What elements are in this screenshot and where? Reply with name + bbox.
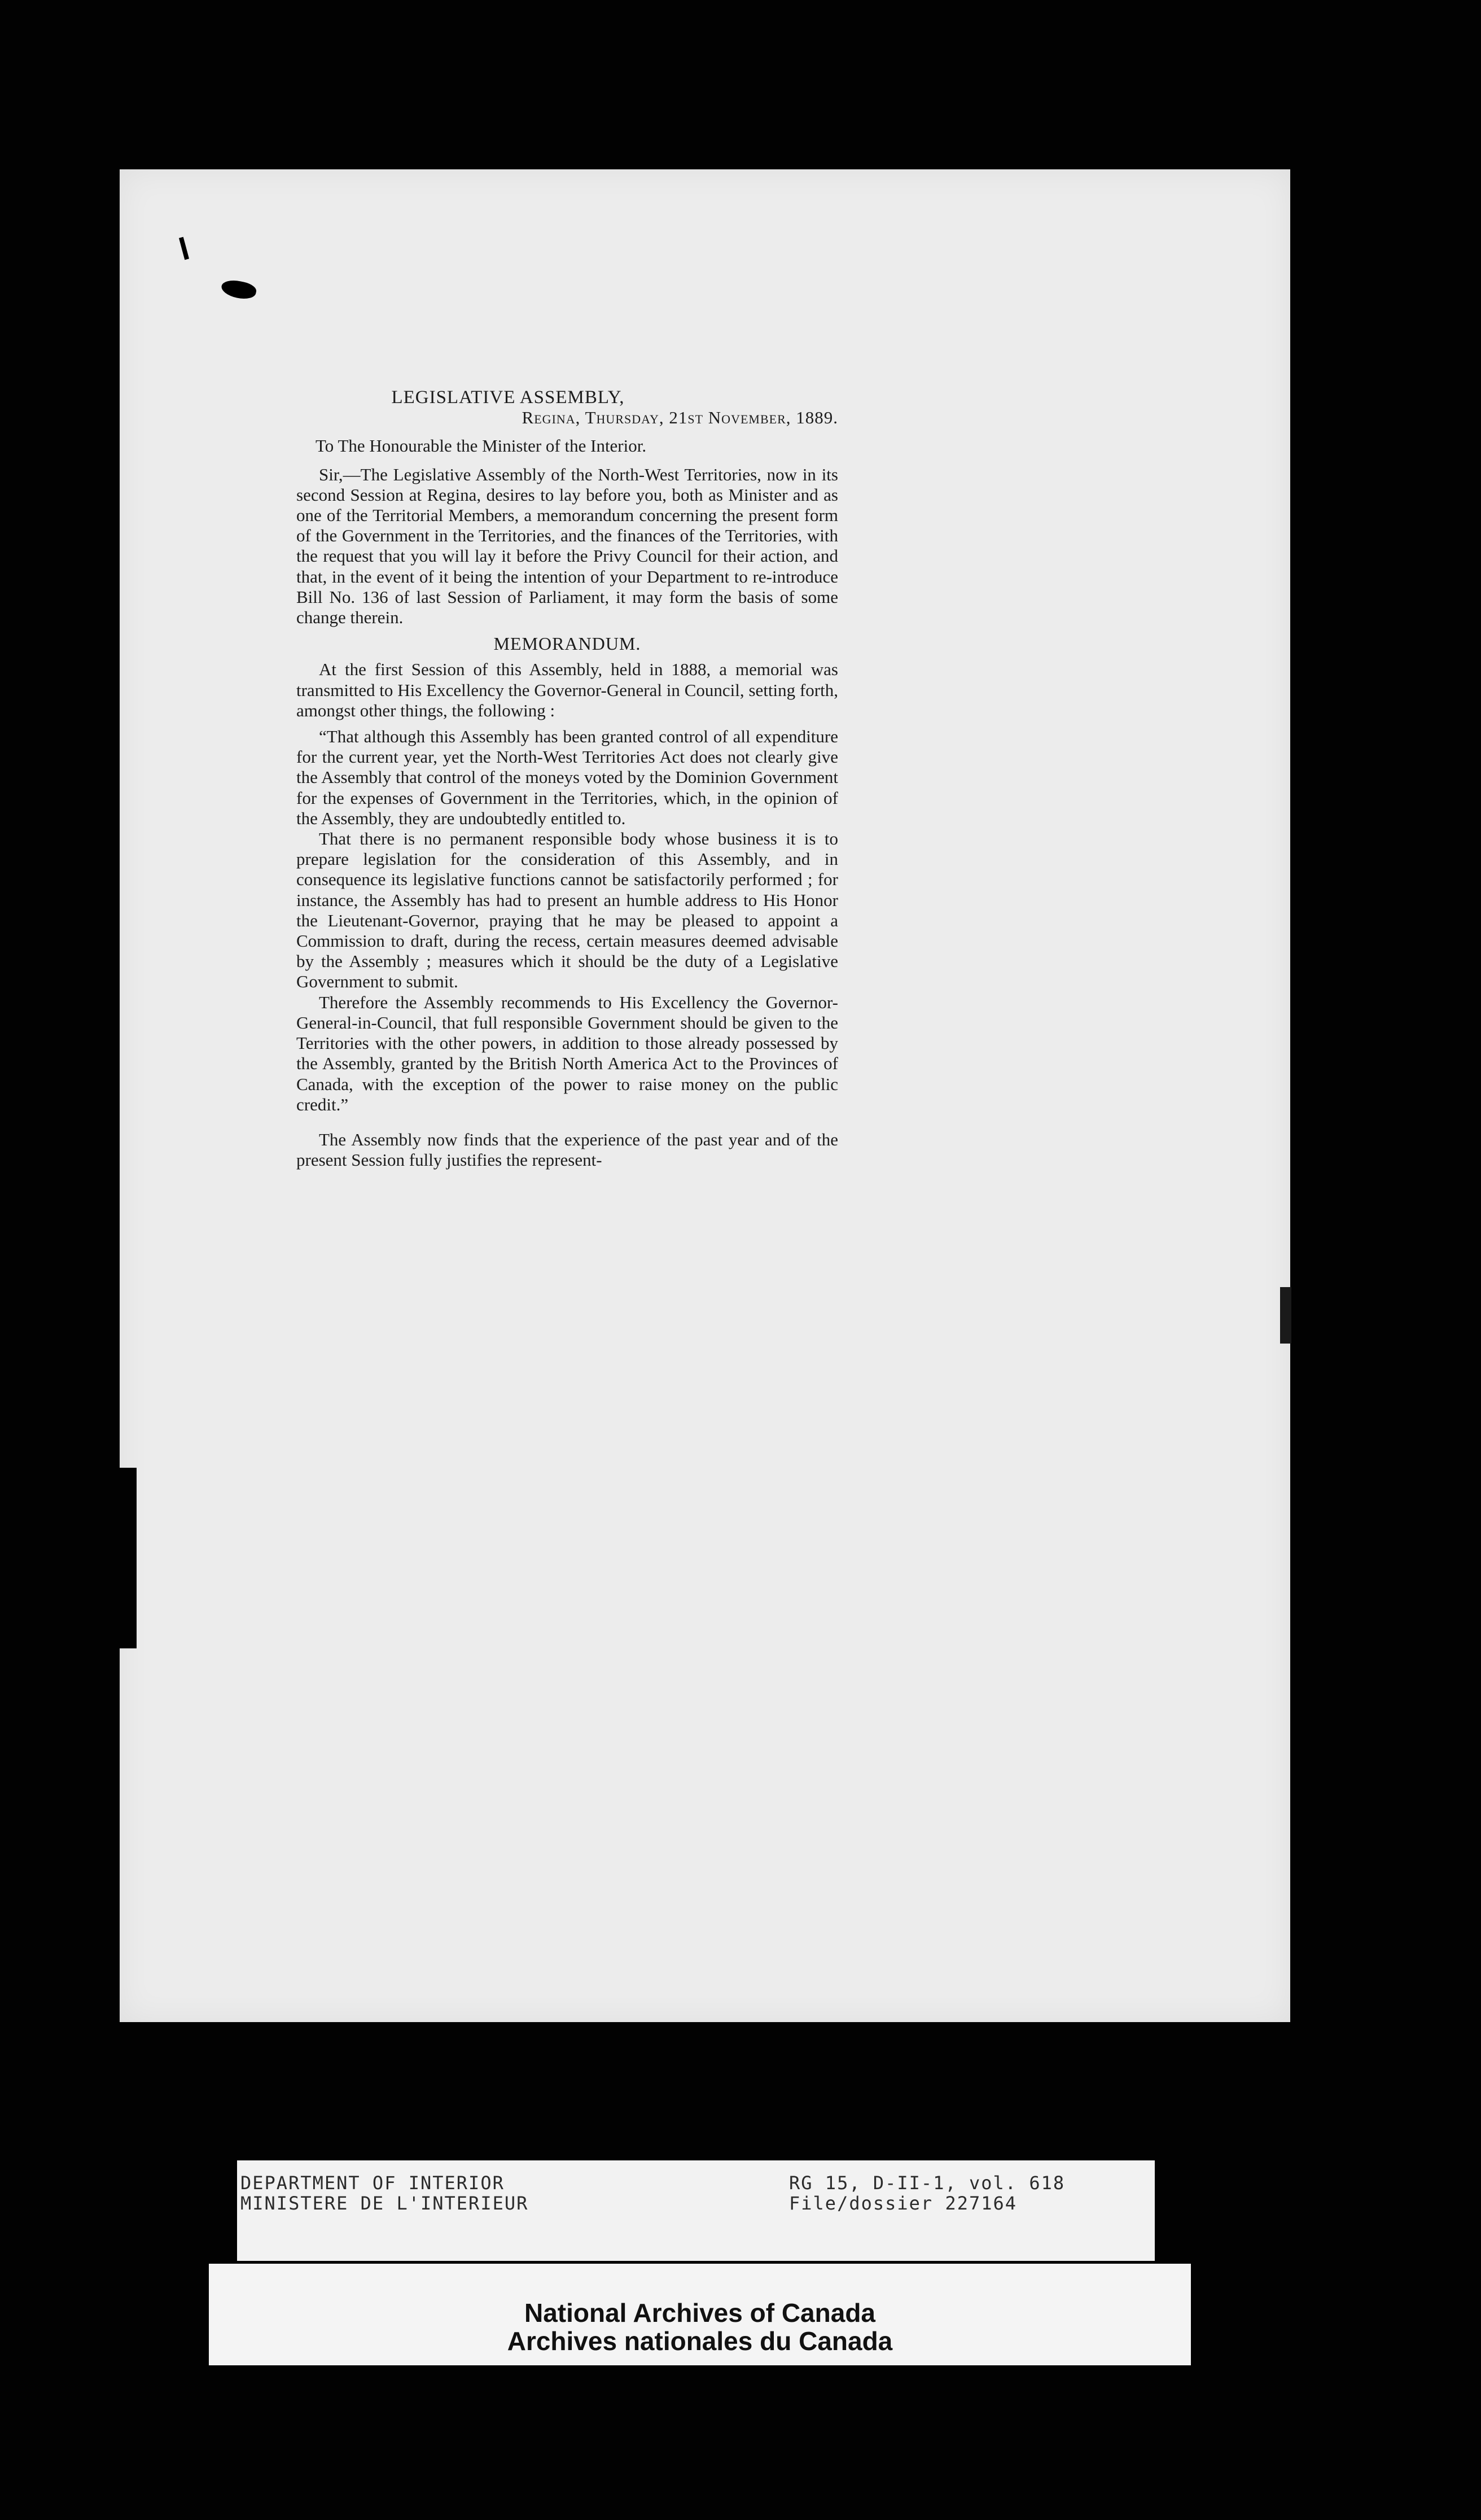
archive-label: [209, 2264, 1191, 2365]
body-paragraph: The Assembly now finds that the experience of the past year and of the present Session fully justifies the represent-: [296, 1129, 838, 1170]
dateline: Regina, Thursday, 21st November, 1889.: [522, 408, 838, 428]
record-group-volume: RG 15, D-II-1, vol. 618: [789, 2172, 1066, 2194]
quoted-paragraph: That there is no permanent responsible body whose business it is to prepare legislation for the consideration of this Assembly, and in consequence its legislative functions cannot be satisfactorily performed ; for instance, the Assembly has had to present an humble address to His Honor the Lieutenant-Governor, praying that he may be pleased to appoint a Commission to draft, during the recess, certain measures deemed advisable by the Assembly ; measures which it should be the duty of a Legislative Government to submit.: [296, 829, 838, 992]
quoted-paragraph: Therefore the Assembly recommends to His Excellency the Governor-General-in-Council, that full responsible Government should be given to the Territories with the other powers, in addition to those already possessed by the Assembly, granted by the British North America Act to the Provinces of Canada, with the exception of the power to raise money on the public credit.”: [296, 992, 838, 1114]
document-text: [296, 387, 838, 1176]
memorandum-title: MEMORANDUM.: [493, 633, 641, 654]
record-reference: [789, 2173, 1065, 2213]
page-edge-shadow: [1280, 1287, 1291, 1344]
file-number: File/dossier 227164: [789, 2193, 1018, 2214]
body-paragraph: At the first Session of this Assembly, held in 1888, a memorial was transmitted to His Excellency the Governor-General in Council, setting forth, amongst other things, the following :: [296, 659, 838, 720]
document-heading: LEGISLATIVE ASSEMBLY,: [391, 387, 625, 408]
department-name-fr: MINISTERE DE L'INTERIEUR: [240, 2193, 529, 2214]
page-edge-shadow: [120, 1468, 137, 1648]
file-reference-label: [237, 2160, 1155, 2261]
department-names: [240, 2173, 528, 2213]
department-name-en: DEPARTMENT OF INTERIOR: [240, 2172, 505, 2194]
addressee-line: To The Honourable the Minister of the Interior.: [316, 436, 647, 456]
archive-name-fr: Archives nationales du Canada: [507, 2326, 893, 2356]
quoted-paragraph: “That although this Assembly has been granted control of all expenditure for the current year, yet the North-West Territories Act does not clearly give the Assembly that control of the moneys voted by the Dominion Government for the expenses of Government in the Territories, which, in the opinion of the Assembly, they are undoubtedly entitled to.: [296, 727, 838, 828]
salutation-paragraph: Sir,—The Legislative Assembly of the North-West Territories, now in its second Session at Regina, desires to lay before you, both as Minister and as one of the Territorial Members, a memorandum concerning the present form of the Government in the Territories, and the finances of the Territories, with the request that you will lay it before the Privy Council for their action, and that, in the event of it being the intention of your Department to re-introduce Bill No. 136 of last Session of Parliament, it may form the basis of some change therein.: [296, 464, 838, 628]
archive-name-en: National Archives of Canada: [524, 2298, 875, 2328]
